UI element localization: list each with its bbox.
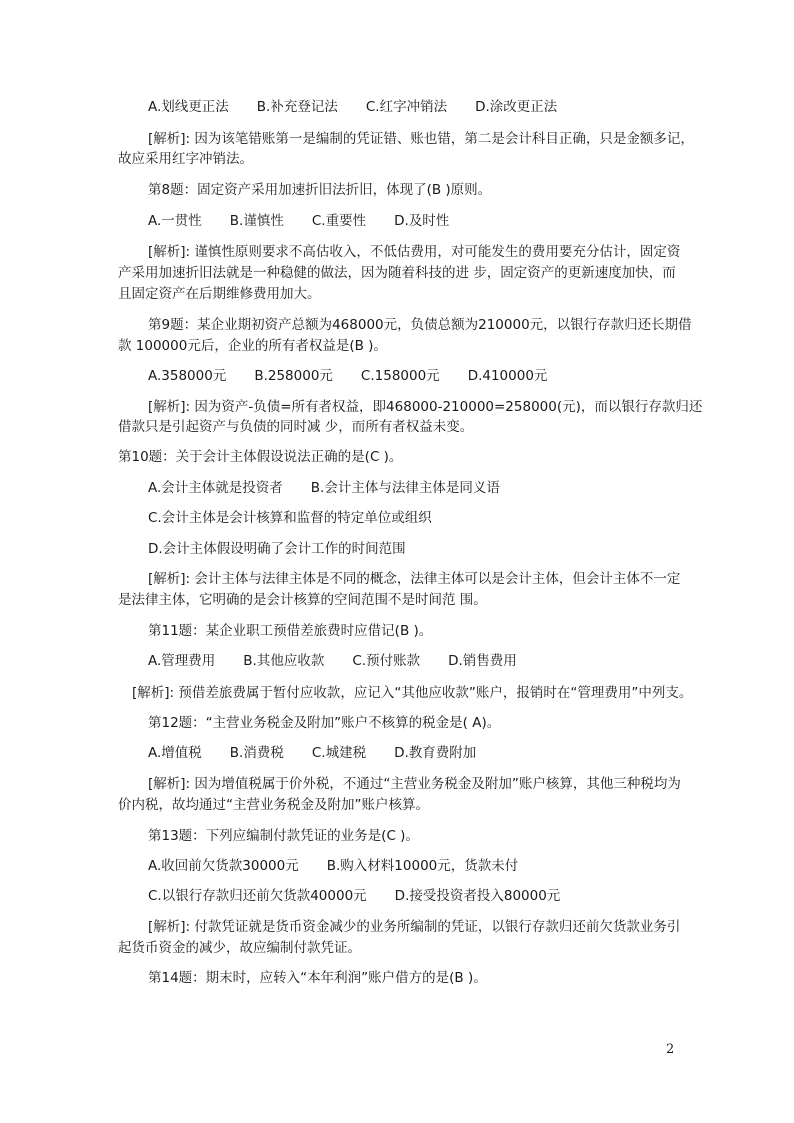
q9-question-line-2: 款 100000元后，企业的所有者权益是(B )。: [118, 338, 387, 354]
q12-option-d: D.教育费附加: [394, 745, 477, 761]
q10-option-b: B.会计主体与法律主体是同义语: [310, 480, 500, 496]
q8-option-c: C.重要性: [311, 213, 367, 229]
q10-options-row-1: [148, 477, 528, 499]
q8-option-b: B.谨慎性: [229, 213, 284, 229]
q12-option-b: B.消费税: [229, 745, 284, 761]
q13-question: 第13题：下列应编制付款凭证的业务是(C )。: [148, 828, 419, 844]
q12-question: 第12题：“主营业务税金及附加”账户不核算的税金是( A)。: [148, 715, 501, 731]
q9-question-line-1: 第9题：某企业期初资产总额为468000元，负债总额为210000元，以银行存款归还长期借: [148, 317, 692, 333]
q10-question: 第10题：关于会计主体假设说法正确的是(C )。: [118, 449, 403, 465]
q11-options: [148, 650, 545, 672]
q9-option-b: B.258000元: [254, 368, 333, 384]
q10-analysis-line-1: [解析]: 会计主体与法律主体是不同的概念，法律主体可以是会计主体，但会计主体不一定: [148, 571, 681, 587]
q11-analysis: [解析]: 预借差旅费属于暂付应收款，应记入“其他应收款”账户，报销时在“管理费用”中列支。: [132, 685, 693, 701]
q7-option-b: B.补充登记法: [256, 99, 338, 115]
q8-option-d: D.及时性: [394, 213, 450, 229]
q11-option-d: D.销售费用: [448, 653, 517, 669]
q13-option-b: B.购入材料10000元，货款未付: [326, 858, 519, 874]
q11-option-b: B.其他应收款: [243, 653, 325, 669]
page-number: 2: [666, 1042, 675, 1057]
q9-option-a: A.358000元: [148, 368, 227, 384]
q12-option-a: A.增值税: [148, 745, 202, 761]
q8-analysis-line-2: 产采用加速折旧法就是一种稳健的做法，因为随着科技的进 步，固定资产的更新速度加快，而: [118, 265, 676, 281]
q14-question: 第14题：期末时，应转入“本年利润”账户借方的是(B )。: [148, 970, 487, 986]
q10-option-a: A.会计主体就是投资者: [148, 480, 283, 496]
q12-options: [148, 742, 504, 764]
q8-options: [148, 210, 477, 232]
q7-analysis-line-1: [解析]: 因为该笔错账第一是编制的凭证错、账也错，第二是会计科目正确，只是金额多记，: [148, 131, 694, 147]
q13-option-c: C.以银行存款归还前欠货款40000元: [148, 888, 367, 904]
q13-options-row-2: [148, 885, 588, 907]
q12-option-c: C.城建税: [311, 745, 367, 761]
q7-options: [148, 96, 585, 118]
q13-analysis-line-2: 起货币资金的减少，故应编制付款凭证。: [118, 940, 361, 956]
q8-analysis-line-1: [解析]: 谨慎性原则要求不高估收入，不低估费用，对可能发生的费用要充分估计，固定资: [148, 244, 681, 260]
q7-option-c: C.红字冲销法: [365, 99, 448, 115]
q12-analysis-line-1: [解析]: 因为增值税属于价外税，不通过“主营业务税金及附加”账户核算，其他三种税均为: [148, 776, 681, 792]
q13-options-row-1: [148, 855, 546, 877]
q13-option-d: D.接受投资者投入80000元: [394, 888, 561, 904]
q9-option-d: D.410000元: [467, 368, 548, 384]
q7-option-d: D.涂改更正法: [475, 99, 558, 115]
q8-option-a: A.一贯性: [148, 213, 202, 229]
q9-option-c: C.158000元: [360, 368, 440, 384]
q10-analysis-line-2: 是法律主体，它明确的是会计核算的空间范围不是时间范 围。: [118, 592, 487, 608]
q7-option-a: A.划线更正法: [148, 99, 229, 115]
q13-analysis-line-1: [解析]: 付款凭证就是货币资金减少的业务所编制的凭证，以银行存款归还前欠货款业务引: [148, 919, 681, 935]
q9-analysis-line-2: 借款只是引起资产与负债的同时减 少，而所有者权益未变。: [118, 419, 474, 435]
q11-option-a: A.管理费用: [148, 653, 216, 669]
q11-question: 第11题：某企业职工预借差旅费时应借记(B )。: [148, 623, 433, 639]
q11-option-c: C.预付账款: [352, 653, 421, 669]
q13-option-a: A.收回前欠货款30000元: [148, 858, 299, 874]
q8-question: 第8题：固定资产采用加速折旧法折旧，体现了(B )原则。: [148, 182, 492, 198]
q8-analysis-line-3: 且固定资产在后期维修费用加大。: [118, 286, 321, 302]
q10-option-d: D.会计主体假设明确了会计工作的时间范围: [148, 541, 406, 557]
q9-analysis-line-1: [解析]: 因为资产-负债=所有者权益，即468000-210000=258000(元)，而以银行存款归还: [148, 399, 703, 415]
q10-option-c: C.会计主体是会计核算和监督的特定单位或组织: [148, 510, 432, 526]
q9-options: [148, 365, 575, 387]
q12-analysis-line-2: 价内税，故均通过“主营业务税金及附加”账户核算。: [118, 797, 429, 813]
q7-analysis-line-2: 故应采用红字冲销法。: [118, 151, 253, 167]
